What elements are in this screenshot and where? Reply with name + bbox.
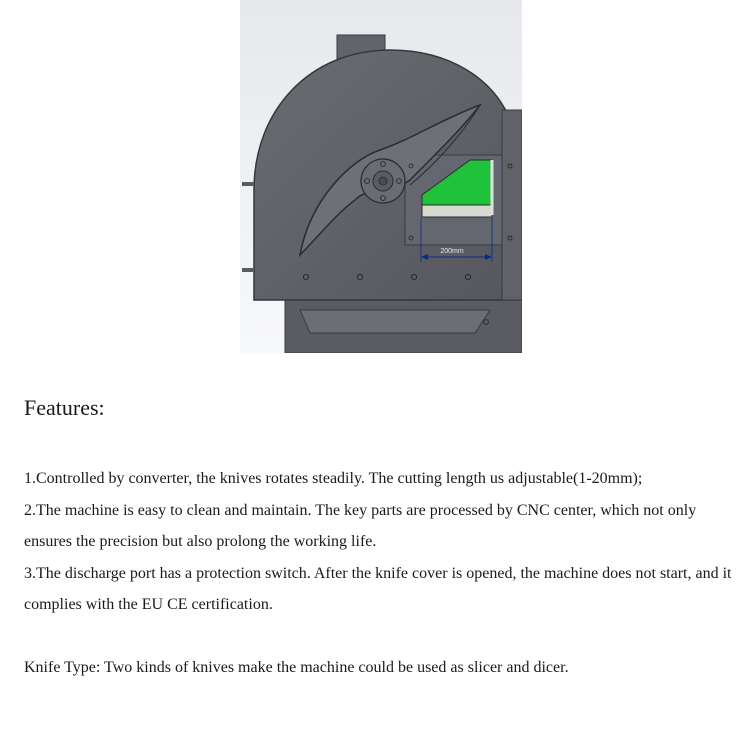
feature-item: 3.The discharge port has a protection switch. After the knife cover is opened, the machine does not start, and it complies with the EU CE certification. <box>24 564 732 613</box>
right-panel <box>502 110 522 300</box>
feature-item: 1.Controlled by converter, the knives rotates steadily. The cutting length us adjustable(1-20mm); <box>24 470 643 487</box>
machine-illustration <box>240 0 522 353</box>
feature-item: 2.The machine is easy to clean and maintain. The key parts are processed by CNC center, which not only ensures the precision but also prolong the working life. <box>24 501 697 550</box>
discharge-tray <box>300 310 490 333</box>
features-heading: Features: <box>24 395 105 420</box>
hub-center <box>379 177 387 185</box>
side-tab-lower <box>242 268 254 272</box>
dimension-label: 200mm <box>440 248 464 255</box>
machine-drawing <box>240 0 522 353</box>
window-sill <box>422 205 492 217</box>
features-list <box>24 463 734 621</box>
knife-type-text: Knife Type: Two kinds of knives make the machine could be used as slicer and dicer. <box>24 659 569 676</box>
side-tab-upper <box>242 182 254 186</box>
